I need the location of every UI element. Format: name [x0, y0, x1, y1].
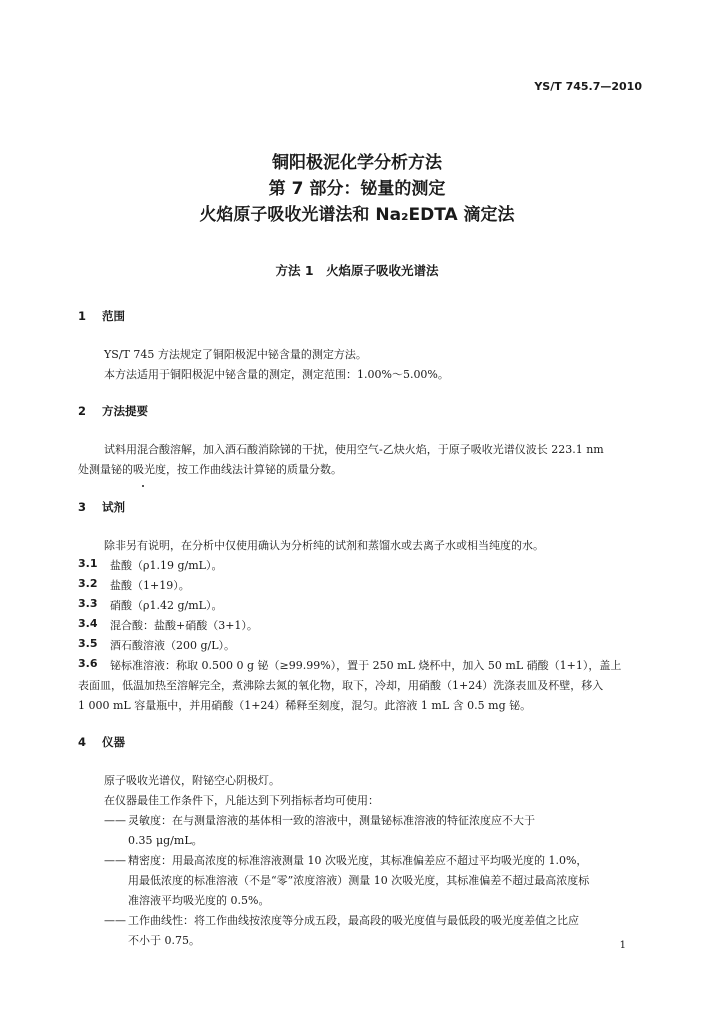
criterion-continuation: 准溶液平均吸光度的 0.5%。	[128, 894, 270, 907]
section-title: 范围	[102, 309, 125, 323]
item-text: 铋标准溶液：称取 0.500 0 g 铋（≥99.99%），置于 250 mL 烧杯中，加入 50 mL 硝酸（1+1），盖上	[110, 659, 622, 672]
section-number: 3	[78, 500, 87, 514]
criterion-sensitivity	[104, 812, 535, 828]
standard-code: YS/T 745.7—2010	[534, 80, 642, 93]
page-number: 1	[619, 940, 626, 951]
dash: ——	[104, 914, 126, 927]
dash: ——	[104, 814, 126, 827]
section-4-line1: 原子吸收光谱仪，附铋空心阴极灯。	[104, 774, 280, 787]
section-1-line1: YS/T 745 方法规定了铜阳极泥中铋含量的测定方法。	[104, 348, 367, 361]
section-3-intro: 除非另有说明，在分析中仅使用确认为分析纯的试剂和蒸馏水或去离子水或相当纯度的水。	[104, 539, 544, 552]
criterion-continuation: 0.35 μg/mL。	[128, 834, 203, 847]
criterion-text: 工作曲线性：将工作曲线按浓度等分成五段，最高段的吸光度值与最低段的吸光度差值之比应	[128, 914, 579, 927]
section-4-heading	[78, 734, 125, 750]
item-number: 3.2	[78, 577, 98, 590]
stray-dot	[142, 485, 144, 487]
item-text: 盐酸（1+19）。	[110, 579, 190, 592]
criterion-linearity	[104, 912, 579, 928]
item-number: 3.4	[78, 617, 98, 630]
criterion-precision	[104, 852, 587, 868]
item-text: 酒石酸溶液（200 g/L）。	[110, 639, 236, 652]
item-number: 3.1	[78, 557, 98, 570]
document-title-line1: 铜阳极泥化学分析方法	[272, 153, 442, 173]
section-2-line2: 处测量铋的吸光度，按工作曲线法计算铋的质量分数。	[78, 463, 342, 476]
item-text: 硝酸（ρ1.42 g/mL）。	[110, 599, 223, 612]
item-3-6-continuation-1: 表面皿，低温加热至溶解完全，煮沸除去氮的氧化物，取下，冷却，用硝酸（1+24）洗涤表皿及杯壁，移入	[78, 679, 604, 692]
criterion-text: 灵敏度：在与测量溶液的基体相一致的溶液中，测量铋标准溶液的特征浓度应不大于	[128, 814, 535, 827]
section-4-line2: 在仪器最佳工作条件下，凡能达到下列指标者均可使用：	[104, 794, 379, 807]
section-1-line2: 本方法适用于铜阳极泥中铋含量的测定，测定范围：1.00%～5.00%。	[104, 368, 449, 381]
section-number: 2	[78, 404, 87, 418]
section-number: 4	[78, 735, 87, 749]
section-1-heading	[78, 308, 125, 324]
criterion-continuation: 不小于 0.75。	[128, 934, 200, 947]
item-number: 3.5	[78, 637, 98, 650]
item-3-6-continuation-2: 1 000 mL 容量瓶中，并用硝酸（1+24）稀释至刻度，混匀。此溶液 1 mL 含 0.5 mg 铋。	[78, 699, 532, 712]
section-number: 1	[78, 309, 87, 323]
section-3-heading	[78, 499, 125, 515]
document-title-line2: 第 7 部分：铋量的测定	[268, 179, 446, 199]
section-2-line1: 试料用混合酸溶解，加入酒石酸消除锑的干扰，使用空气-乙炔火焰，于原子吸收光谱仪波长 223.1 nm	[104, 443, 604, 456]
document-title-line3: 火焰原子吸收光谱法和 Na₂EDTA 滴定法	[199, 205, 515, 225]
item-number: 3.3	[78, 597, 98, 610]
item-text: 盐酸（ρ1.19 g/mL）。	[110, 559, 223, 572]
criterion-continuation: 用最低浓度的标准溶液（不是“零”浓度溶液）测量 10 次吸光度，其标准偏差不超过最高浓度标	[128, 874, 590, 887]
item-number: 3.6	[78, 657, 98, 670]
section-title: 方法提要	[102, 404, 148, 418]
section-title: 仪器	[102, 735, 125, 749]
criterion-text: 精密度：用最高浓度的标准溶液测量 10 次吸光度，其标准偏差应不超过平均吸光度的 1.0%，	[128, 854, 588, 867]
section-title: 试剂	[102, 500, 125, 514]
section-2-heading	[78, 403, 148, 419]
dash: ——	[104, 854, 126, 867]
method-heading: 方法 1 火焰原子吸收光谱法	[275, 263, 439, 278]
item-text: 混合酸：盐酸+硝酸（3+1）。	[110, 619, 258, 632]
